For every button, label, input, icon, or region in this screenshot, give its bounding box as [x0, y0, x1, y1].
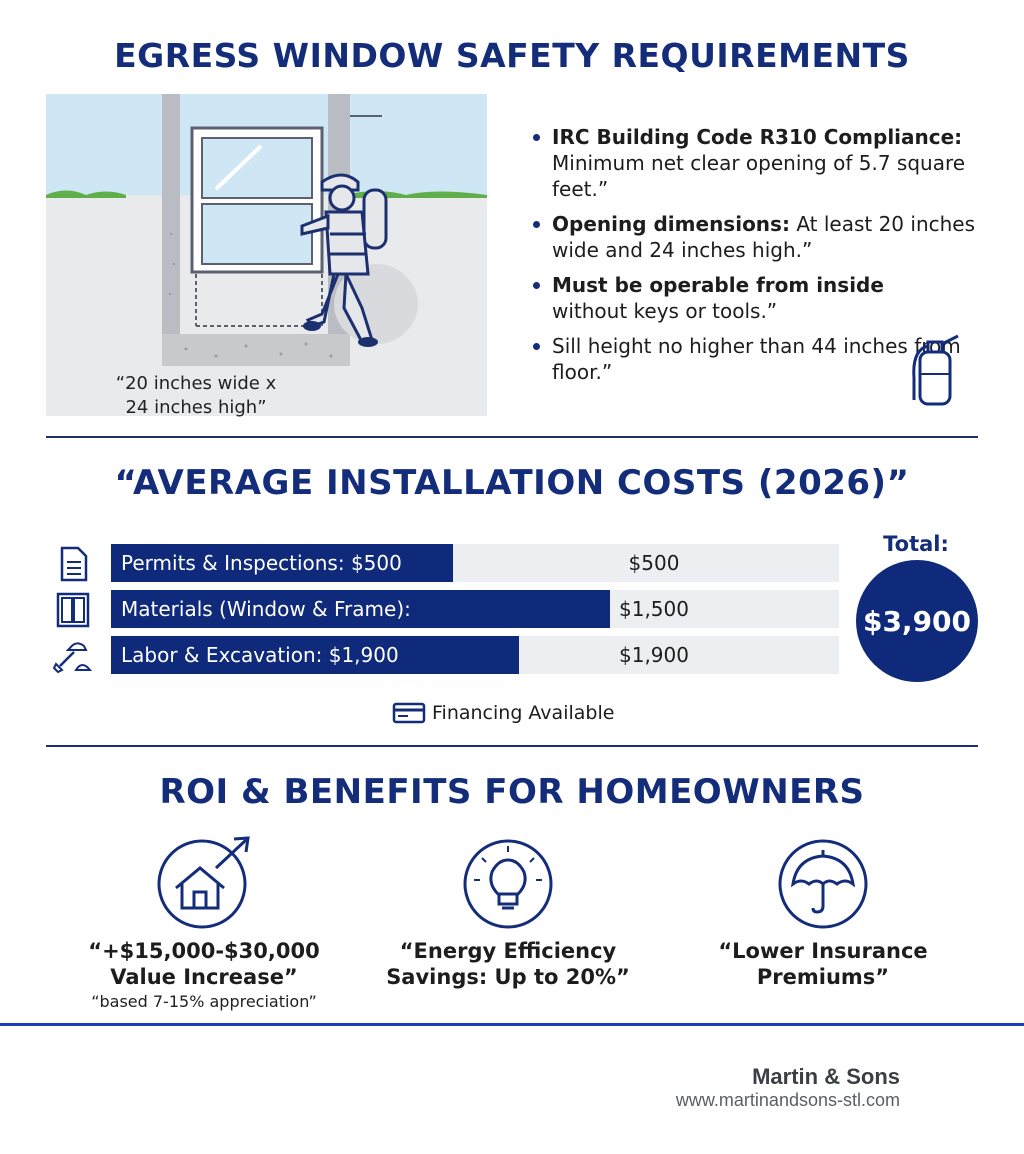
requirement-bold: IRC Building Code R310 Compliance:: [552, 125, 963, 149]
cost-bar-value: $1,900: [619, 643, 689, 667]
divider: [46, 436, 978, 438]
cost-bar-label: Materials (Window & Frame):: [121, 597, 411, 621]
window-icon: [52, 592, 94, 628]
total-value: $3,900: [862, 604, 972, 638]
requirement-text: Sill height no higher than 44 inches from floor.”: [552, 334, 961, 384]
benefit-note: “based 7-15% appreciation”: [91, 992, 317, 1011]
costs-title: “AVERAGE INSTALLATION COSTS (2026)”: [114, 463, 910, 503]
credit-card-icon: [392, 702, 426, 724]
requirement-bold: Opening dimensions:: [552, 212, 790, 236]
requirement-item: [530, 211, 980, 263]
requirement-text: without keys or tools.”: [552, 299, 778, 323]
cost-bar-label: Permits & Inspections: $500: [121, 551, 402, 575]
shovel-hardhat-icon: [52, 638, 94, 674]
house-growth-icon: [154, 832, 254, 932]
cost-bar-track: [111, 544, 839, 582]
umbrella-icon: [773, 832, 873, 932]
benefit-title-line1: “Energy Efficiency: [399, 939, 617, 963]
footer-divider: [0, 1023, 1024, 1026]
window-dimensions-caption-line2: 24 inches high”: [125, 397, 267, 418]
cost-row-permits: [52, 544, 842, 582]
cost-row-labor: [52, 636, 842, 674]
benefits-title: ROI & BENEFITS FOR HOMEOWNERS: [159, 772, 865, 812]
requirement-bold: Must be operable from inside: [552, 273, 884, 297]
egress-window-illustration: [46, 94, 487, 416]
company-name: Martin & Sons: [752, 1064, 900, 1089]
financing-label: Financing Available: [432, 702, 615, 724]
company-url[interactable]: www.martinandsons-stl.com: [675, 1090, 900, 1110]
window-dimensions-caption-line1: “20 inches wide x: [115, 373, 277, 394]
benefit-energy-efficiency: [358, 832, 658, 990]
page-title: EGRESS WINDOW SAFETY REQUIREMENTS: [114, 36, 910, 75]
requirement-item: [530, 124, 980, 202]
total-label: Total:: [883, 532, 949, 556]
lightbulb-icon: [458, 832, 558, 932]
requirement-text: Minimum net clear opening of 5.7 square feet.”: [552, 151, 966, 201]
cost-bar-label: Labor & Excavation: $1,900: [121, 643, 399, 667]
requirement-item: [530, 272, 980, 324]
benefit-value-increase: [54, 832, 354, 1011]
fire-extinguisher-icon: [906, 330, 962, 408]
benefit-title-line1: “Lower Insurance: [718, 939, 928, 963]
benefit-title-line2: Savings: Up to 20%”: [386, 965, 630, 989]
total-badge: [856, 560, 978, 682]
requirement-text: At least 20 inches wide and 24 inches high.”: [552, 212, 976, 262]
document-icon: [52, 546, 94, 582]
benefit-insurance: [673, 832, 973, 990]
financing-note: [392, 700, 614, 726]
cost-row-materials: [52, 590, 842, 628]
benefit-title-line1: “+$15,000-$30,000: [88, 939, 320, 963]
cost-bar-value: $500: [628, 551, 680, 575]
divider: [46, 745, 978, 747]
benefit-title-line2: Premiums”: [756, 965, 890, 989]
firefighter-window-scene: [46, 94, 487, 416]
benefit-title-line2: Value Increase”: [110, 965, 298, 989]
cost-bar-track: [111, 636, 839, 674]
cost-bar-track: [111, 590, 839, 628]
cost-bar-value: $1,500: [619, 597, 689, 621]
